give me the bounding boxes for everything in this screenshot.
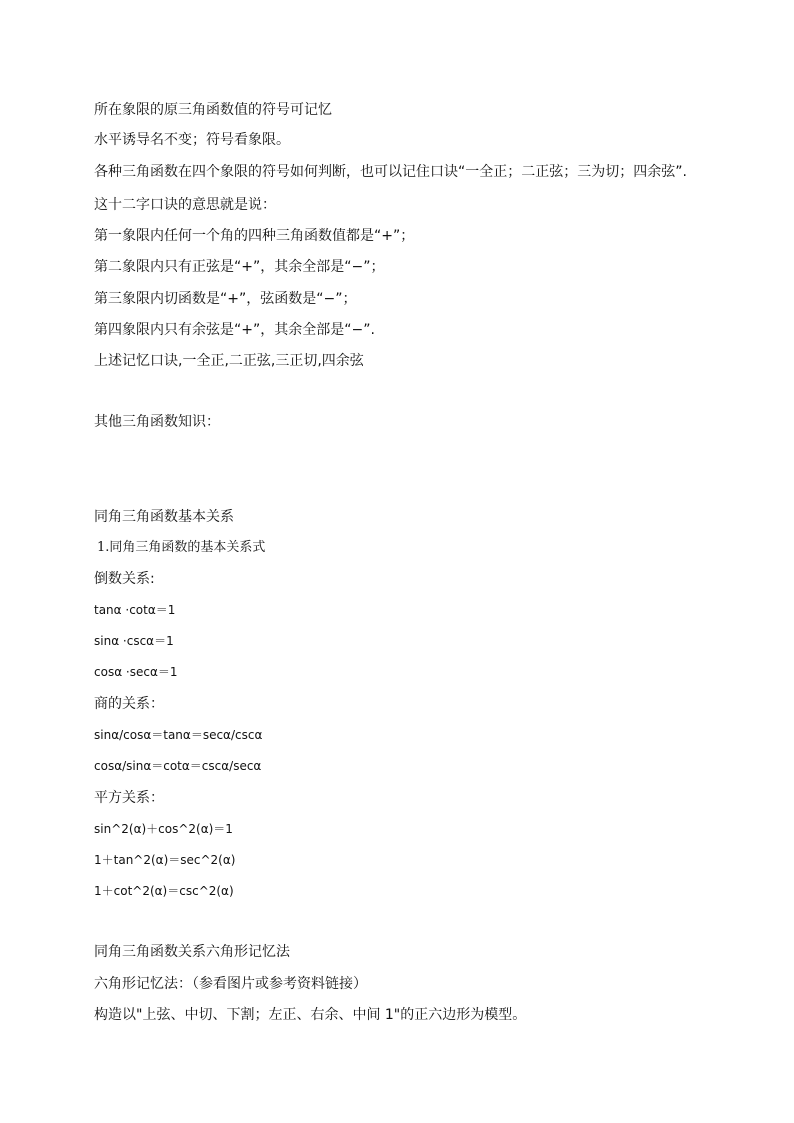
text-line-5: 第一象限内任何一个角的四种三角函数值都是“+”； bbox=[94, 228, 415, 244]
label-reciprocal-relations: 倒数关系: bbox=[94, 571, 155, 587]
text-line-7: 第三象限内切函数是“+”，弦函数是“−”； bbox=[94, 291, 357, 307]
formula-cos-sec: cosα ·secα＝1 bbox=[94, 665, 178, 679]
text-hexagon-intro: 六角形记忆法：（参看图片或参考资料链接） bbox=[94, 976, 367, 992]
text-line-6: 第二象限内只有正弦是“+”，其余全部是“−”； bbox=[94, 259, 385, 275]
text-line-3: 各种三角函数在四个象限的符号如何判断，也可以记住口诀“一全正；二正弦；三为切；四余弦”. bbox=[94, 164, 687, 180]
label-quotient-relations: 商的关系： bbox=[94, 696, 164, 712]
subheading-basic-formulas: 1.同角三角函数的基本关系式 bbox=[97, 540, 266, 555]
text-line-8: 第四象限内只有余弦是“+”，其余全部是“−”. bbox=[94, 322, 375, 338]
text-hexagon-model: 构造以"上弦、中切、下割；左正、右余、中间 1"的正六边形为模型。 bbox=[94, 1007, 527, 1023]
text-line-9: 上述记忆口诀,一全正,二正弦,三正切,四余弦 bbox=[94, 353, 364, 369]
formula-quotient-2: cosα/sinα＝cotα＝cscα/secα bbox=[94, 759, 262, 773]
text-line-4: 这十二字口诀的意思就是说： bbox=[94, 197, 276, 213]
formula-tan-cot: tanα ·cotα＝1 bbox=[94, 603, 176, 617]
text-line-1: 所在象限的原三角函数值的符号可记忆 bbox=[94, 102, 332, 118]
formula-pythagorean-3: 1＋cot^2(α)＝csc^2(α) bbox=[94, 884, 234, 898]
formula-quotient-1: sinα/cosα＝tanα＝secα/cscα bbox=[94, 728, 263, 742]
section-heading-basic-relations: 同角三角函数基本关系 bbox=[94, 509, 234, 525]
text-line-2: 水平诱导名不变；符号看象限。 bbox=[94, 132, 290, 148]
formula-pythagorean-1: sin^2(α)＋cos^2(α)＝1 bbox=[94, 822, 233, 836]
formula-pythagorean-2: 1＋tan^2(α)＝sec^2(α) bbox=[94, 853, 236, 867]
section-heading-hexagon-method: 同角三角函数关系六角形记忆法 bbox=[94, 944, 290, 960]
section-heading-other-knowledge: 其他三角函数知识： bbox=[94, 414, 220, 430]
label-square-relations: 平方关系： bbox=[94, 790, 164, 806]
formula-sin-csc: sinα ·cscα＝1 bbox=[94, 634, 174, 648]
